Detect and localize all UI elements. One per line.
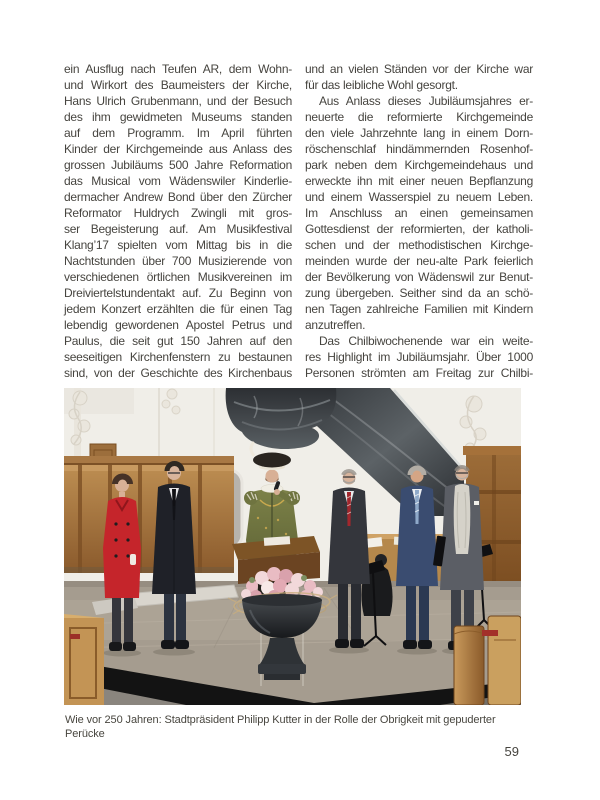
text-line: seeseitigen Kirchenfenstern zu bestaunen [64,350,292,364]
text-line: Hans Ulrich Grubenmann, und der Besuch [64,94,292,108]
church-photo-image [64,388,521,705]
text-line: schen und der methodistischen Kirchge- [305,238,533,252]
text-line: erweckte ihn mit einer neuen Bepflanzung [305,174,533,188]
text-line: Im Anschluss an einen gemeinsamen [305,206,533,220]
text-line: dermacher Andrew Bond über den Zürcher [64,190,292,204]
text-line: sind, von der Geschichte des Kirchenbaus [64,366,292,380]
text-line: meinden wurde der neu-alte Park feierlich [305,254,533,268]
text-line: Kinder der Kirchgemeinde aus Anlass des [64,142,292,156]
text-line: zung übergeben. Seither sind da an schö- [305,286,533,300]
text-line: Nachtstunden über 700 Musizierende von [64,254,292,268]
text-line: ein Ausflug nach Teufen AR, dem Wohn- [64,62,292,76]
text-line: res Highlight im Jubiläumsjahr. Über 1000 [305,350,533,364]
text-line: und einem Wasserspiel zu neuem Leben. [305,190,533,204]
left-pews [64,444,234,573]
text-line: ser Begeisterung auf. Am Musikfestival [64,222,292,236]
text-line: den viele Jahrzehnte lang in einem Dorn- [305,126,533,140]
text-line: jedem Konzert erzählten die für einen Tag [64,302,292,316]
text-line: der Bevölkerung von Wädenswil zur Benut- [305,270,533,284]
text-line: Reformator Huldrych Zwingli mit gros- [64,206,292,220]
text-line: Klang’17 spielten vom Mittag bis in die [64,238,292,252]
text-line: für das leibliche Wohl gesorgt. [305,78,458,92]
pew-bottom-left [64,614,104,705]
text-line: röschenschlaf hindämmernden Rosenhof- [305,142,533,156]
text-line: Personen strömten am Freitag zur Chilbi- [305,366,533,380]
text-line: anzutreffen. [305,318,366,332]
text-line: auf dem Programm. Im April führten [64,126,292,140]
text-column-left [64,61,292,381]
text-line: und Wirkort des Baumeisters der Kirche, [64,78,292,92]
text-line: grossen Jubiläums 500 Jahre Reformation [64,158,292,172]
text-line: park neben dem Kirchgemeindehaus und [305,158,533,172]
photo-caption: Wie vor 250 Jahren: Stadtpräsident Philipp Kutter in der Rolle der Obrigkeit mit gepuderter Perücke [65,714,496,740]
text-line: das Musical vom Wädenswiler Kinderlie- [64,174,292,188]
text-line: nen Tagen zahlreiche Familien mit Kindern [305,302,533,316]
text-line: des ihm gewidmeten Museums standen [64,110,292,124]
pews-bottom-right [454,616,521,705]
text-line: verschiedenen örtlichen Musikvereinen im [64,270,292,284]
text-column-right [305,61,533,381]
text-line: neuerte die reformierte Kirchgemeinde [305,110,533,124]
church-photo [64,388,521,705]
text-line: Das Chilbiwochenende war ein weite- [319,334,533,348]
text-line: Dreiviertelstundentakt auf. Zu Beginn von [64,286,292,300]
page-number: 59 [504,744,519,759]
text-line: lebendig gewordenen Apostel Petrus und [64,318,292,332]
text-line: Aus Anlass dieses Jubiläumsjahres er- [319,94,533,108]
text-line: Gottesdienst der reformierten, der katholi- [305,222,533,236]
text-line: Paulus, die seit gut 150 Jahren auf den [64,334,292,348]
text-line: und an vielen Ständen vor der Kirche war [305,62,533,76]
